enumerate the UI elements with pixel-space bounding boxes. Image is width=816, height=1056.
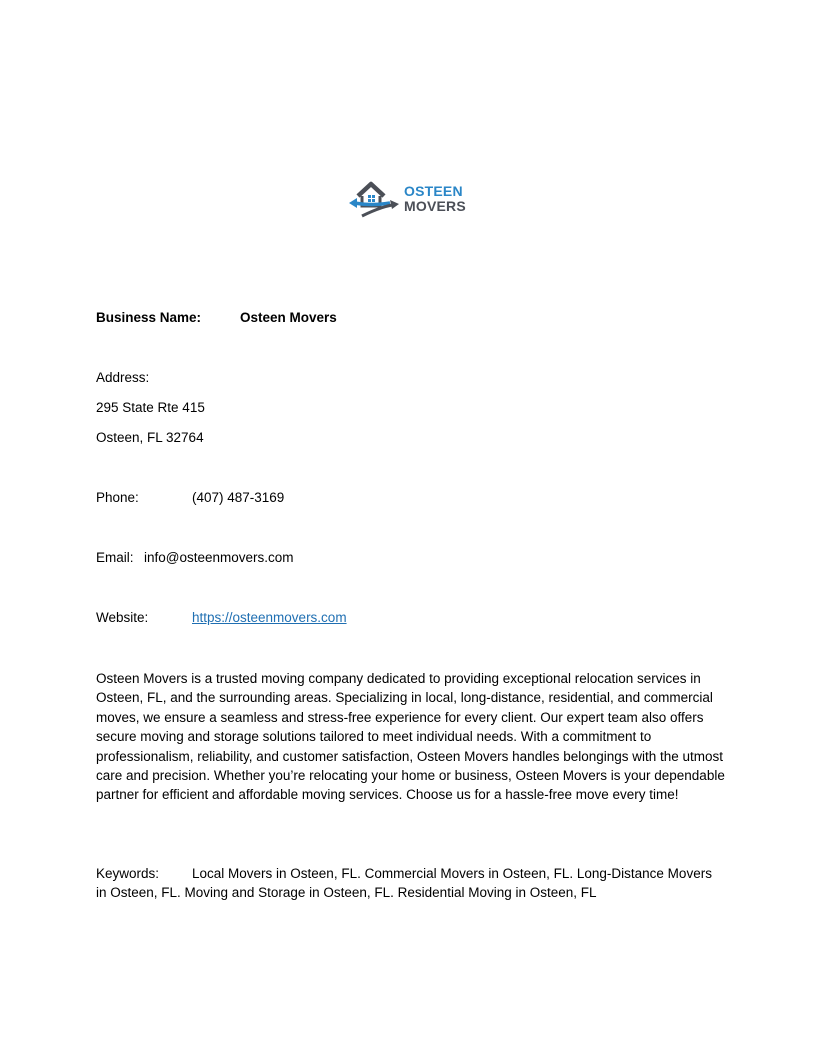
website-row	[96, 609, 347, 627]
logo-text	[404, 184, 466, 214]
email-label: Email:	[96, 550, 134, 565]
keywords-value: Local Movers in Osteen, FL. Commercial Movers in Osteen, FL. Long-Distance Movers in Osteen, FL. Moving and Storage in Osteen, FL. Residential Moving in Osteen, FL	[96, 866, 712, 901]
website-label: Website:	[96, 610, 149, 625]
keywords-label: Keywords:	[96, 866, 160, 881]
house-with-arrows-icon	[346, 176, 402, 222]
address-line2: Osteen, FL 32764	[96, 430, 204, 445]
phone-row	[96, 489, 284, 507]
email-row	[96, 549, 294, 567]
address-line1: 295 State Rte 415	[96, 400, 205, 415]
company-description: Osteen Movers is a trusted moving company dedicated to providing exceptional relocation services in Osteen, FL, and the surrounding areas. Specializing in local, long-distance, residential, and commercial moves, we ensure a seamless and stress-free experience for every client. Our expert team also offers secure moving and storage solutions tailored to meet individual needs. With a commitment to professionalism, reliability, and customer satisfaction, Osteen Movers handles belongings with the utmost care and precision. Whether you’re relocating your home or business, Osteen Movers is your dependable partner for efficient and affordable moving services. Choose us for a hassle-free move every time!	[96, 671, 725, 803]
business-name-label: Business Name:	[96, 310, 202, 325]
business-name-value: Osteen Movers	[240, 310, 337, 325]
logo-word-movers: MOVERS	[404, 198, 466, 214]
website-link[interactable]: https://osteenmovers.com	[192, 610, 347, 625]
address-label: Address:	[96, 370, 150, 385]
phone-label: Phone:	[96, 490, 139, 505]
logo-word-osteen: OSTEEN	[404, 183, 463, 199]
email-value: info@osteenmovers.com	[144, 550, 294, 565]
business-name-row	[96, 309, 337, 327]
company-logo	[346, 176, 470, 222]
phone-value: (407) 487-3169	[192, 490, 285, 505]
keywords-block	[96, 864, 726, 903]
